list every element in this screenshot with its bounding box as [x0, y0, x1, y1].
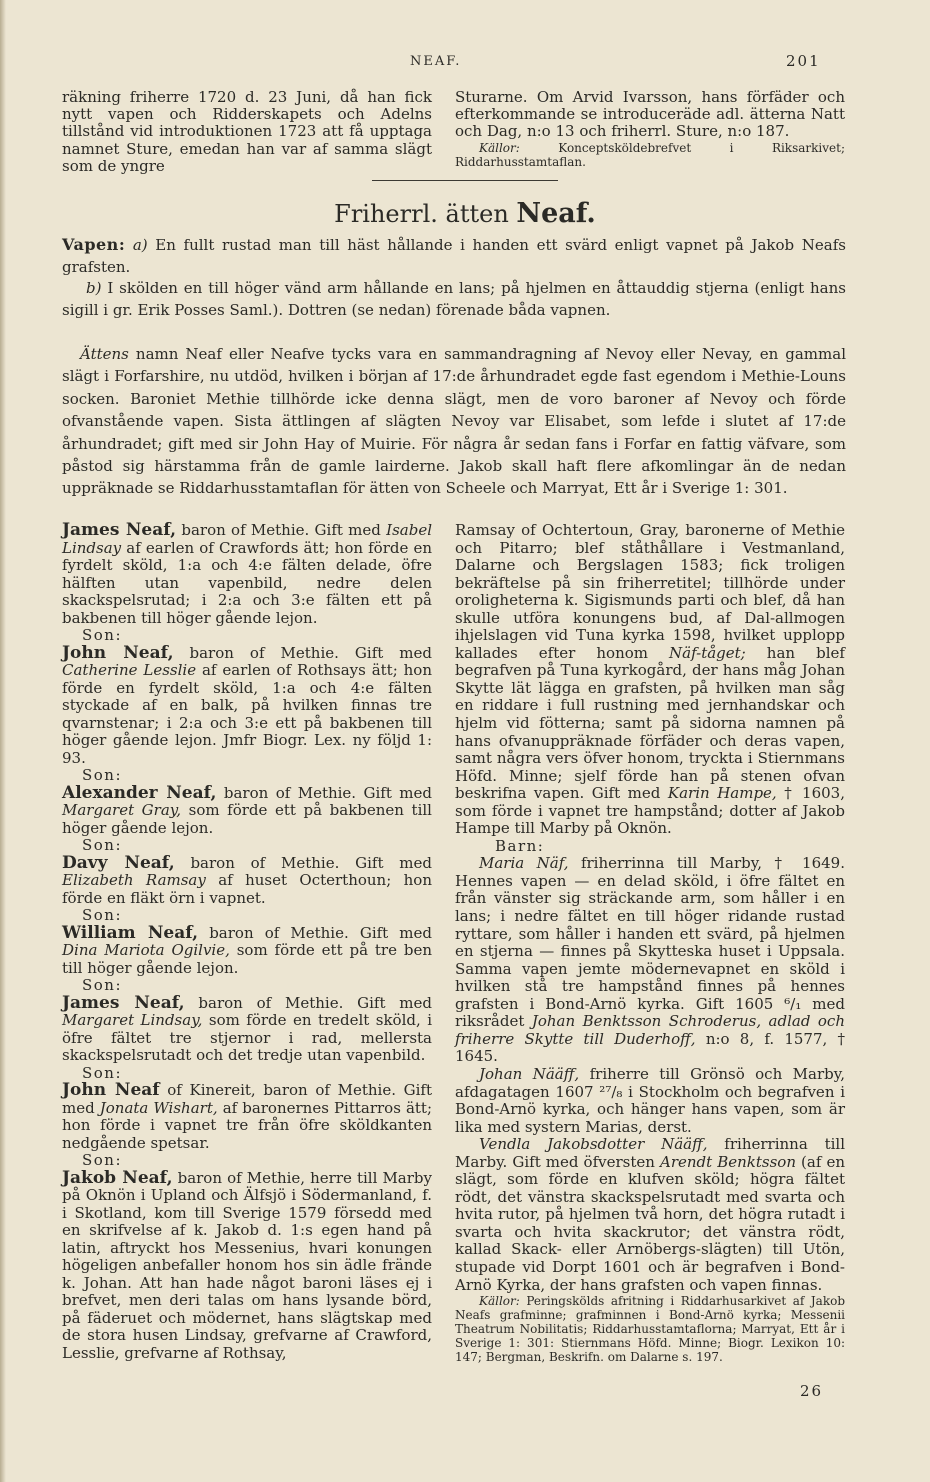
- child-text: friherrinna till Marby, † 1649. Hennes vapen — en delad sköld, i öfre fältet en från vänster sig sträckande arm, som håller i en lans; i nedre fältet en till höger ridande rustad ryttare, som håller i handen ett svärd, på hjelmen en stjerna — finnes på Skytteska huset i Uppsala. Samma vapen jemte mödernevapnet en sköld i hvilken stå tre hampstånd finnes på hennes grafsten i Bond-Arnö kyrka. Gift 1605 ⁶/₁ med riksrådet: [455, 854, 845, 1031]
- person-text: af earlen of Crawfords ätt; hon förde en fyrdelt sköld, 1:a och 4:e fälten delade, öfre hälften utan vapenbild, nedre delen skackspelsrutad; i 2:a och 3:e fälten ett på bakbenen till höger gående lejon.: [62, 538, 432, 627]
- spouse-name: Arendt Benktsson: [659, 1152, 796, 1171]
- genealogy-left-column: [62, 522, 432, 1362]
- prev-entry-left: [62, 89, 432, 175]
- child-name: Vendla Jakobsdotter Nääff,: [479, 1135, 708, 1154]
- child-name: Maria Näf,: [479, 854, 569, 873]
- person-entry: [62, 522, 432, 627]
- intro-lead: Ättens: [80, 345, 129, 363]
- vapen-b: [62, 278, 846, 321]
- person-entry: [62, 992, 432, 1065]
- family-title-prefix: Friherrl. ätten: [334, 200, 509, 228]
- genealogy-sources: [455, 1294, 845, 1364]
- intro-paragraph: [62, 343, 846, 500]
- page-number: 201: [786, 52, 821, 70]
- person-text: baron of Methie. Gift med: [190, 853, 432, 872]
- spouse-name: Margaret Gray,: [62, 801, 182, 819]
- person-name: John Neaf,: [62, 642, 174, 663]
- person-entry: [62, 922, 432, 978]
- person-name: Alexander Neaf,: [62, 782, 217, 803]
- person-text: baron of Methie. Gift med: [189, 643, 432, 662]
- vapen-a: [62, 234, 846, 278]
- person-text: som förde en tredelt sköld, i öfre fältet tre stjernor i rad, mellersta skackspelsrutadt och det tredje utan vapenbild.: [62, 1011, 432, 1064]
- vapen-b-text: I skölden en till höger vänd arm hållande en lans; på hjelmen en åttauddig stjerna (enligt hans sigill i gr. Erik Posses Saml.). Dottren (se nedan) förenade båda vapnen.: [62, 279, 846, 319]
- person-name: Jakob Neaf,: [62, 1167, 173, 1188]
- prev-entry-right: [455, 89, 845, 169]
- family-title: [0, 198, 930, 229]
- family-title-name: Neaf.: [516, 198, 596, 229]
- spouse-name: Jonata Wishart,: [99, 1098, 218, 1117]
- prev-entry-sources: [455, 141, 845, 169]
- vapen-label: Vapen:: [62, 235, 126, 254]
- sources-label: Källor:: [479, 140, 520, 155]
- spouse-name: Karin Hampe,: [667, 784, 777, 803]
- child-text: friherrinna till Marby. Gift med öfversten: [455, 1135, 845, 1171]
- person-text: baron of Methie, herre till Marby på Oknön i Upland och Älfsjö i Södermanland, f. i Skotland, kom till Sverige 1579 försedd med en skrifvelse af k. Jakob d. 1:s egen hand på latin, aftryckt hos Messenius, hvari konungen högeligen anbefaller honom hos sin ädle frände k. Johan. Att han hade något baroni läses ej i brefvet, men deri talas om hans lysande börd, på fäderuet och mödernet, hans slägtskap med de stora husen Lindsay, grefvarne af Crawford, Lesslie, grefvarne af Rothsay,: [62, 1168, 432, 1362]
- child-text: (af en slägt, som förde en klufven sköld; högra fältet rödt, det vänstra skackspelsrutadt med svarta och hvita rutor, på hjelmen två horn, det högra rutadt i svarta och hvita skackrutor; det vänstra rödt, kallad Skack- eller Arnöbergs-slägten) till Utön, stupade vid Dorpt 1601 och är begrafven i Bond-Arnö Kyrka, der hans grafsten och vapen finnas.: [455, 1152, 845, 1294]
- person-entry: [62, 1082, 432, 1152]
- person-text: af huset Octerthoun; hon förde en fläkt örn i vapnet.: [62, 871, 432, 907]
- running-header: [0, 50, 930, 74]
- running-title: NEAF.: [410, 54, 462, 69]
- son-label: Son:: [82, 766, 123, 784]
- person-text: † 1603, som förde i vapnet tre hampstånd; dotter af Jakob Hampe till Marby på Oknön.: [455, 784, 845, 838]
- spouse-name: Dina Mariota Ogilvie,: [62, 941, 230, 959]
- person-text: baron of Methie. Gift med: [198, 993, 432, 1012]
- child-name: Johan Nääff,: [479, 1064, 580, 1083]
- coat-of-arms-section: [62, 234, 846, 321]
- event-name: Näf-tåget;: [669, 643, 746, 662]
- person-text: som förde ett på tre ben till höger gående lejon.: [62, 941, 432, 977]
- spouse-name: Margaret Lindsay,: [62, 1011, 203, 1029]
- person-entry: [62, 642, 432, 768]
- person-text: af baronernes Pittarros ätt; hon förde i vapnet tre från öfre sköldkanten nedgående spetsar.: [62, 1098, 432, 1152]
- son-label: Son:: [82, 1151, 123, 1169]
- person-text: of Kinereit, baron of Methie. Gift med: [62, 1081, 432, 1117]
- family-introduction: [62, 343, 846, 500]
- prev-entry-right-text: Sturarne. Om Arvid Ivarsson, hans förfäder och efterkommande se introduceräde adl. ätterna Natt och Dag, n:o 13 och friherrl. Sture, n:o 187.: [455, 88, 845, 141]
- person-text: som förde ett på bakbenen till höger gående lejon.: [62, 801, 432, 837]
- signature-mark: 26: [800, 1382, 824, 1400]
- child-text: n:o 8, f. 1577, † 1645.: [455, 1029, 845, 1066]
- person-text: baron of Methie. Gift med: [223, 783, 432, 802]
- person-text: Ramsay of Ochtertoun, Gray, baronerne of Methie och Pitarro; blef ståthållare i Vestmanland, Dalarne och Bergslagen 1583; fick troligen bekräftelse på sin friherretitel; tillhörde under oroligheterna k. Sigismunds parti och blef, då han skulle utföra konungens bud, af Dal-allmogen ihjelslagen vid Tuna kyrka 1598, hvilket upplopp kallades efter honom: [455, 521, 845, 662]
- child-entry: [455, 1136, 845, 1294]
- barn-label: Barn:: [495, 836, 545, 855]
- person-entry-continued: [455, 522, 845, 838]
- person-name: James Neaf,: [62, 520, 177, 540]
- son-label: Son:: [82, 1063, 123, 1082]
- sources-label: Källor:: [479, 1294, 520, 1309]
- vapen-b-marker: b): [86, 279, 102, 297]
- person-text: baron of Methie. Gift med: [181, 521, 381, 539]
- person-name: James Neaf,: [62, 992, 185, 1013]
- son-label: Son:: [82, 836, 123, 854]
- sources-text: Peringskölds afritning i Riddarhusarkivet af Jakob Neafs grafminne; grafminnen i Bond-Arnö kyrka; Messenii Theatrum Nobilitatis; Riddarhusstamtaflorna; Marryat, Ett år i Sverige 1: 301: Stiernmans Höfd. Minne; Biogr. Lexikon 10: 147; Bergman, Beskrifn. om Dalarne s. 197.: [455, 1294, 845, 1365]
- son-label: Son:: [82, 976, 123, 994]
- son-label: Son:: [82, 906, 123, 924]
- person-text: han blef begrafven på Tuna kyrkogård, der hans måg Johan Skytte lät lägga en grafsten, på hvilken man såg en riddare i full rustning med jernhandskar och hjelm vid fötterna; samt på sidorna namnen på hans ofvanuppräknade förfäder och deras vapen, samt några vers öfver honom, tryckta i Stiernmans Höfd. Minne; sjelf förde han på stenen ofvan beskrifna vapen. Gift med: [455, 643, 845, 803]
- person-text: baron of Methie. Gift med: [209, 923, 432, 942]
- prev-entry-left-text: räkning friherre 1720 d. 23 Juni, då han fick nytt vapen och Ridderskapets och Adelns tillstånd vid introduktionen 1723 att få upptaga namnet Sture, emedan han var af samma slägt som de yngre: [62, 88, 432, 175]
- child-entry: [455, 1066, 845, 1136]
- spouse-name: Catherine Lesslie: [62, 661, 197, 679]
- section-divider: [372, 180, 558, 181]
- person-entry: [62, 852, 432, 908]
- person-name: Davy Neaf,: [62, 852, 175, 873]
- intro-text: namn Neaf eller Neafve tycks vara en sammandragning af Nevoy eller Nevay, en gammal slägt i Forfarshire, nu utdöd, hvilken i början af 17:de århundradet egde fast egendom i Methie-Louns socken. Baroniet Methie tillhörde icke denna slägt, men de voro baroner af Nevoy och förde ofvanstående vapen. Sista ättlingen af slägten Nevoy var Elisabet, som lefde i slutet af 17:de århundradet; gift med sir John Hay of Muirie. För några år sedan fans i Forfar en fattig väfvare, som påstod sig härstamma från de gamle lairderne. Jakob skall haft flere afkomlingar än de nedan uppräknade se Riddarhusstamtaflan för ätten von Scheele och Marryat, Ett år i Sverige 1: 301.: [62, 345, 846, 498]
- sources-text: Konceptsköldebrefvet i Riksarkivet; Riddarhusstamtaflan.: [455, 140, 845, 169]
- vapen-a-text: En fullt rustad man till häst hållande i handen ett svärd enligt vapnet på Jakob Neafs grafsten.: [62, 236, 846, 276]
- person-name: John Neaf: [62, 1080, 160, 1100]
- person-name: William Neaf,: [62, 922, 199, 943]
- person-entry: [62, 782, 432, 838]
- person-entry: [62, 1167, 432, 1363]
- child-entry: [455, 855, 845, 1066]
- spouse-name: Elizabeth Ramsay: [62, 871, 206, 889]
- spouse-name: Isabel Lindsay: [62, 521, 432, 557]
- child-text: friherre till Grönsö och Marby, afdagatagen 1607 ²⁷/₈ i Stockholm och begrafven i Bond-Arnö kyrka, och hänger hans vapen, som är lika med systern Marias, derst.: [455, 1064, 845, 1136]
- genealogy-right-column: [455, 522, 845, 1364]
- son-label: Son:: [82, 626, 123, 644]
- person-text: af earlen of Rothsays ätt; hon förde en fyrdelt sköld, 1:a och 4:e fälten styckade af en balk, på hvilken finnas tre qvarnstenar; i 2:a och 3:e ett på bakbenen till höger gående lejon. Jmfr Biogr. Lex. ny följd 1: 93.: [62, 661, 432, 767]
- vapen-a-marker: a): [132, 236, 148, 254]
- spouse-name: Johan Benktsson Schroderus, adlad och friherre Skytte till Duderhoff,: [455, 1012, 845, 1048]
